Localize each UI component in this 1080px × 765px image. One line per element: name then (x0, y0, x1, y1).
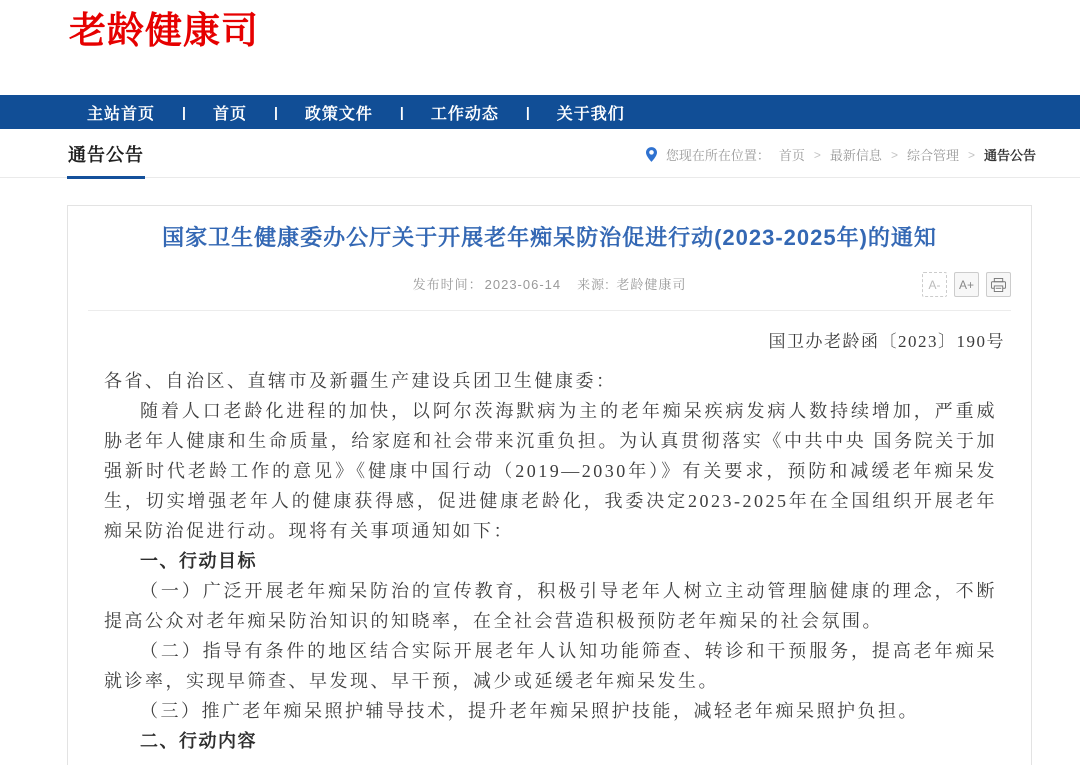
article-title: 国家卫生健康委办公厅关于开展老年痴呆防治促进行动(2023-2025年)的通知 (162, 225, 937, 250)
font-decrease-button[interactable]: A- (922, 272, 947, 297)
breadcrumb (646, 145, 1036, 164)
source-label: 来源: (577, 277, 610, 292)
nav-separator: | (182, 104, 186, 120)
nav-separator: | (399, 104, 404, 120)
crumb-separator: > (813, 147, 821, 162)
breadcrumb-item-2[interactable]: 综合管理 (906, 148, 959, 163)
breadcrumb-item-1[interactable]: 最新信息 (829, 148, 882, 163)
article-meta-row (68, 272, 1031, 298)
body-paragraph: （二）指导有条件的地区结合实际开展老年人认知功能筛查、转诊和干预服务，提高老年痴呆就诊率，实现早筛查、早发现、早干预，减少或延缓老年痴呆发生。 (104, 641, 997, 691)
site-header (0, 0, 1080, 95)
print-icon (991, 278, 1006, 292)
nav-item-4[interactable]: 关于我们 (556, 105, 625, 123)
section-heading: 二、行动内容 (140, 731, 257, 751)
nav-separator: | (273, 104, 278, 120)
nav-item-2[interactable]: 政策文件 (304, 105, 373, 123)
body-paragraph: （一）广泛开展老年痴呆防治的宣传教育，积极引导老年人树立主动管理脑健康的理念，不断提高公众对老年痴呆防治知识的知晓率，在全社会营造积极预防老年痴呆的社会氛围。 (104, 581, 997, 631)
font-increase-button[interactable]: A+ (954, 272, 979, 297)
nav-item-3[interactable]: 工作动态 (430, 105, 499, 123)
crumb-separator: > (890, 147, 898, 162)
source-value: 老龄健康司 (616, 277, 687, 292)
doc-number: 国卫办老龄函〔2023〕190号 (768, 332, 1005, 351)
nav-separator: | (525, 104, 530, 120)
site-logo[interactable]: 老龄健康司 (69, 10, 259, 51)
article-meta (68, 272, 1031, 298)
publish-label: 发布时间： (412, 277, 483, 292)
breadcrumb-item-3: 通告公告 (983, 148, 1036, 163)
section-heading: 一、行动目标 (140, 551, 257, 571)
crumb-separator: > (967, 147, 975, 162)
main-nav (0, 95, 1080, 129)
nav-item-1[interactable]: 首页 (212, 105, 247, 123)
nav-item-0[interactable]: 主站首页 (87, 105, 156, 123)
location-label: 您现在所在位置： (665, 148, 770, 163)
article-card (67, 205, 1032, 765)
section-title: 通告公告 (67, 141, 145, 179)
font-tools (922, 272, 1011, 297)
breadcrumb-row (0, 129, 1080, 178)
body-paragraph: 各省、自治区、直辖市及新疆生产建设兵团卫生健康委： (104, 371, 617, 391)
body-paragraph: （三）推广老年痴呆照护辅导技术，提升老年痴呆照护技能，减轻老年痴呆照护负担。 (140, 701, 919, 721)
article-body (104, 366, 997, 756)
print-button[interactable] (986, 272, 1011, 297)
location-pin-icon (646, 147, 657, 162)
body-paragraph: 随着人口老龄化进程的加快，以阿尔茨海默病为主的老年痴呆疾病发病人数持续增加，严重威胁老年人健康和生命质量，给家庭和社会带来沉重负担。为认真贯彻落实《中共中央 国务院关于加强新时代老龄工作的意见》《健康中国行动（2019—2030年）》有关要求，预防和减缓老年痴呆发生，切实增强老年人的健康获得感，促进健康老龄化，我委决定2023-2025年在全国组织开展老年痴呆防治促进行动。现将有关事项通知如下： (104, 401, 997, 541)
publish-date: 2023-06-14 (484, 277, 562, 292)
breadcrumb-item-0[interactable]: 首页 (778, 148, 805, 163)
